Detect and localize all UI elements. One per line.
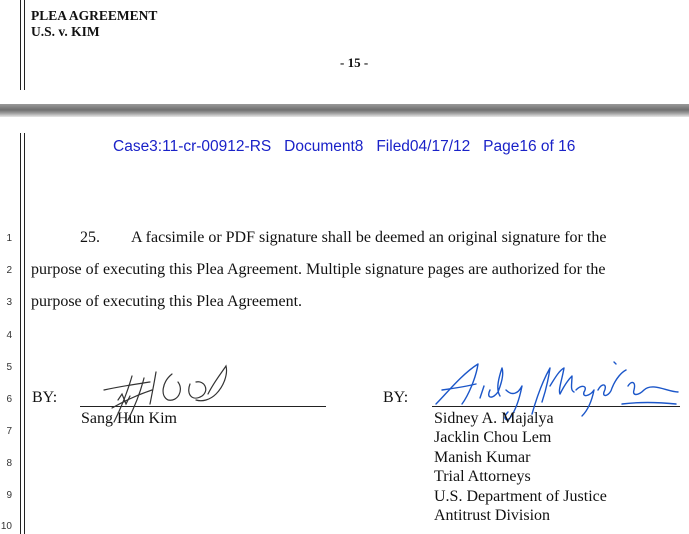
paragraph-line-1: A facsimile or PDF signature shall be deemed an original signature for the — [131, 229, 607, 246]
line-number: 8 — [6, 458, 12, 469]
line-number: 10 — [0, 521, 12, 532]
attorney-name-2: Jacklin Chou Lem — [434, 429, 552, 446]
right-by-label: BY: — [383, 389, 409, 406]
left-by-label: BY: — [32, 389, 58, 406]
paragraph-number: 25. — [80, 229, 100, 246]
defendant-signature — [92, 360, 242, 430]
line-number: 3 — [6, 297, 12, 308]
document-title: PLEA AGREEMENT — [31, 8, 158, 23]
line-number: 9 — [6, 490, 12, 501]
paragraph-line-3: purpose of executing this Plea Agreement. — [31, 293, 303, 310]
page15-margin-line-1 — [20, 0, 21, 90]
line-number: 6 — [6, 394, 12, 405]
page-number: - 15 - — [340, 55, 369, 70]
line-number: 2 — [6, 265, 12, 276]
attorney-title: Trial Attorneys — [434, 468, 531, 485]
ecf-header-stamp: Case3:11-cr-00912-RS Document8 Filed04/17/12 Page16 of 16 — [113, 138, 576, 155]
attorney-name-1: Sidney A. Majalya — [434, 410, 554, 427]
line-number: 5 — [6, 362, 12, 373]
paragraph-line-2: purpose of executing this Plea Agreement. Multiple signature pages are authorized for the — [31, 261, 606, 278]
attorney-name-3: Manish Kumar — [434, 449, 531, 466]
margin-line-2 — [24, 133, 25, 534]
line-number: 7 — [6, 426, 12, 437]
defendant-name: Sang Hun Kim — [81, 410, 177, 427]
department-name: U.S. Department of Justice — [434, 488, 607, 505]
page15-margin-line-2 — [24, 0, 25, 90]
division-name: Antitrust Division — [434, 507, 551, 524]
case-short-title: U.S. v. KIM — [31, 24, 100, 39]
margin-line-1 — [20, 133, 21, 534]
line-number: 4 — [6, 330, 12, 341]
line-number: 1 — [6, 233, 12, 244]
page-divider — [0, 104, 689, 117]
